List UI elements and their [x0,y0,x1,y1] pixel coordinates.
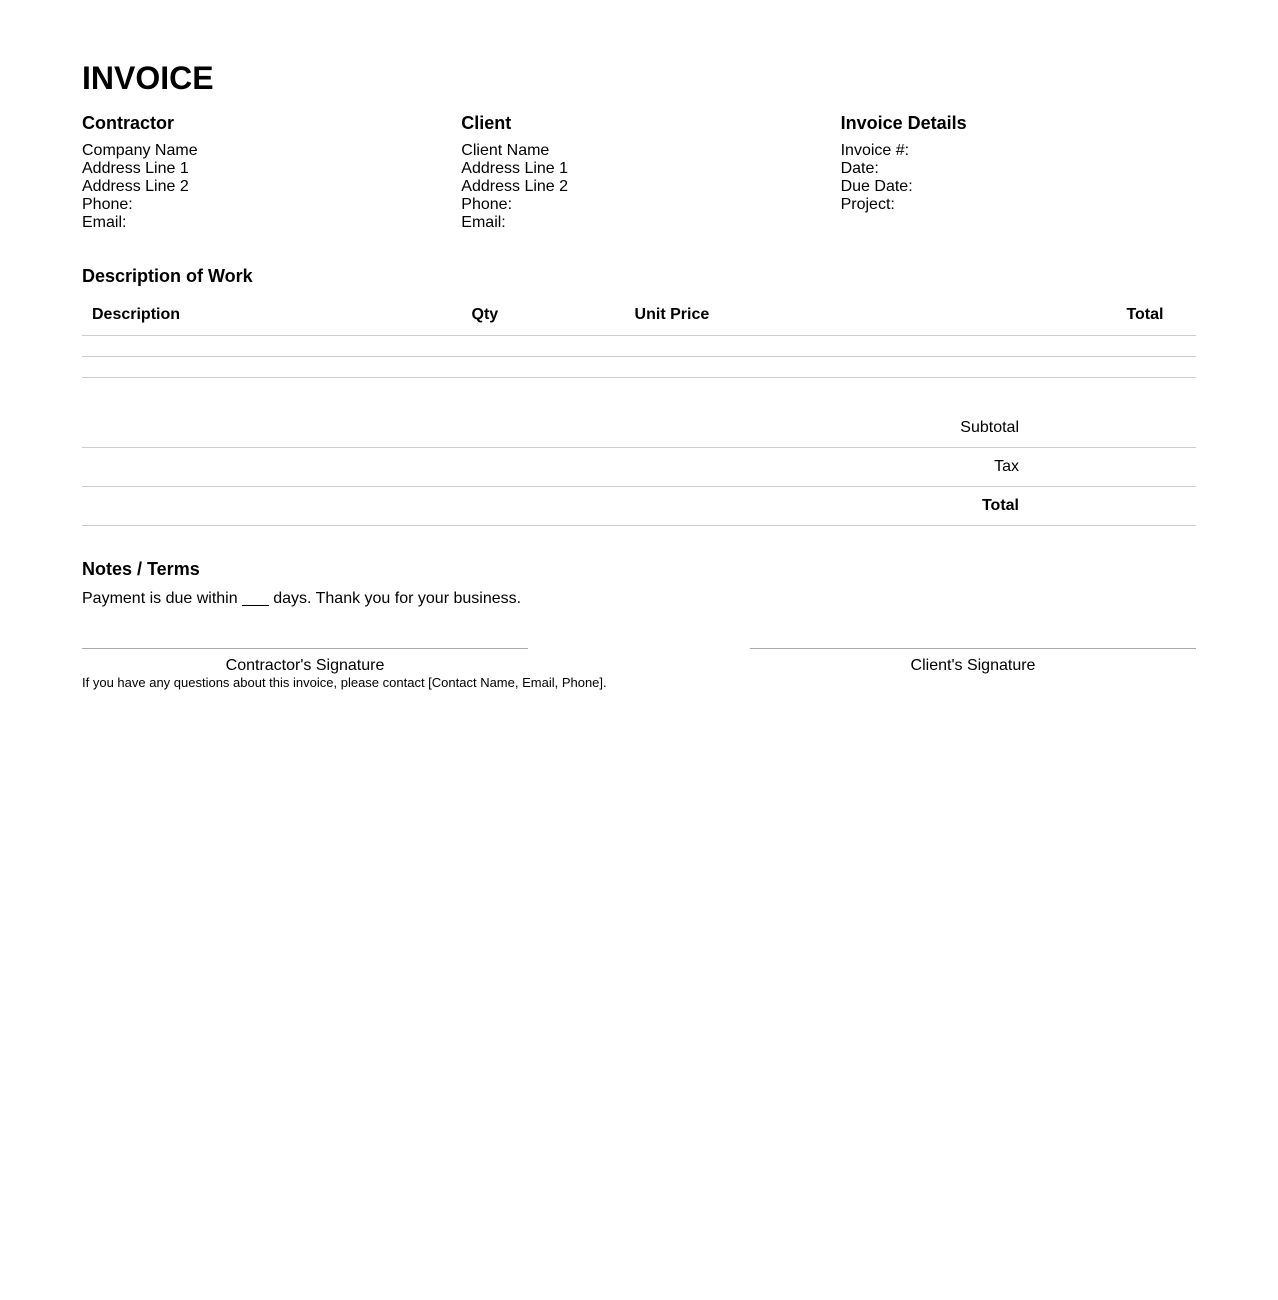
work-items-table [82,295,1196,378]
invoice-project: Project: [840,196,895,213]
cell-total [790,356,1196,377]
invoice-number: Invoice #: [840,142,910,159]
client-name: Client Name [461,142,550,159]
cell-unit-price [553,356,790,377]
invoice-details-block [841,112,1220,232]
contractor-address-line-1: Address Line 1 [82,160,189,177]
contractor-signature-line [82,648,528,675]
notes-heading: Notes / Terms [82,559,200,579]
tax-label: Tax [994,458,1019,475]
table-header-row [82,295,1196,335]
cell-description [82,356,416,377]
client-email: Email: [461,214,506,231]
grand-total-row [82,487,1196,526]
client-phone: Phone: [461,196,513,213]
client-address-line-1: Address Line 1 [461,160,569,177]
contractor-company-name: Company Name [82,142,198,159]
subtotal-row [82,409,1196,448]
invoice-title: INVOICE [82,60,214,96]
grand-total-label: Total [981,497,1019,514]
invoice-due-date: Due Date: [840,178,913,195]
contractor-email: Email: [82,214,127,231]
table-row [82,335,1196,356]
client-heading: Client [461,113,512,133]
column-header-description: Description [82,295,416,335]
column-header-qty: Qty [416,295,553,335]
client-block [461,112,840,232]
cell-qty [416,356,553,377]
cell-qty [416,335,553,356]
column-header-total: Total [790,295,1196,335]
invoice-date: Date: [840,160,879,177]
client-signature-label: Client's Signature [910,657,1036,674]
cell-total [790,335,1196,356]
notes-text: Payment is due within ___ days. Thank you for your business. [82,590,522,607]
contractor-heading: Contractor [82,113,175,133]
table-row [82,356,1196,377]
column-header-unit-price: Unit Price [553,295,790,335]
cell-description [82,335,416,356]
cell-unit-price [553,335,790,356]
subtotal-label: Subtotal [960,419,1019,436]
contractor-phone: Phone: [82,196,133,213]
work-heading: Description of Work [82,266,253,286]
parties-section [82,112,1220,232]
contractor-block [82,112,461,232]
totals-section [82,409,1196,526]
tax-row [82,448,1196,487]
contractor-address-line-2: Address Line 2 [82,178,189,195]
client-signature-line [750,648,1196,675]
footer-contact-note: If you have any questions about this invoice, please contact [Contact Name, Email, Phone]. [82,675,607,690]
client-address-line-2: Address Line 2 [461,178,569,195]
contractor-signature-label: Contractor's Signature [225,657,385,674]
invoice-details-heading: Invoice Details [840,113,967,133]
